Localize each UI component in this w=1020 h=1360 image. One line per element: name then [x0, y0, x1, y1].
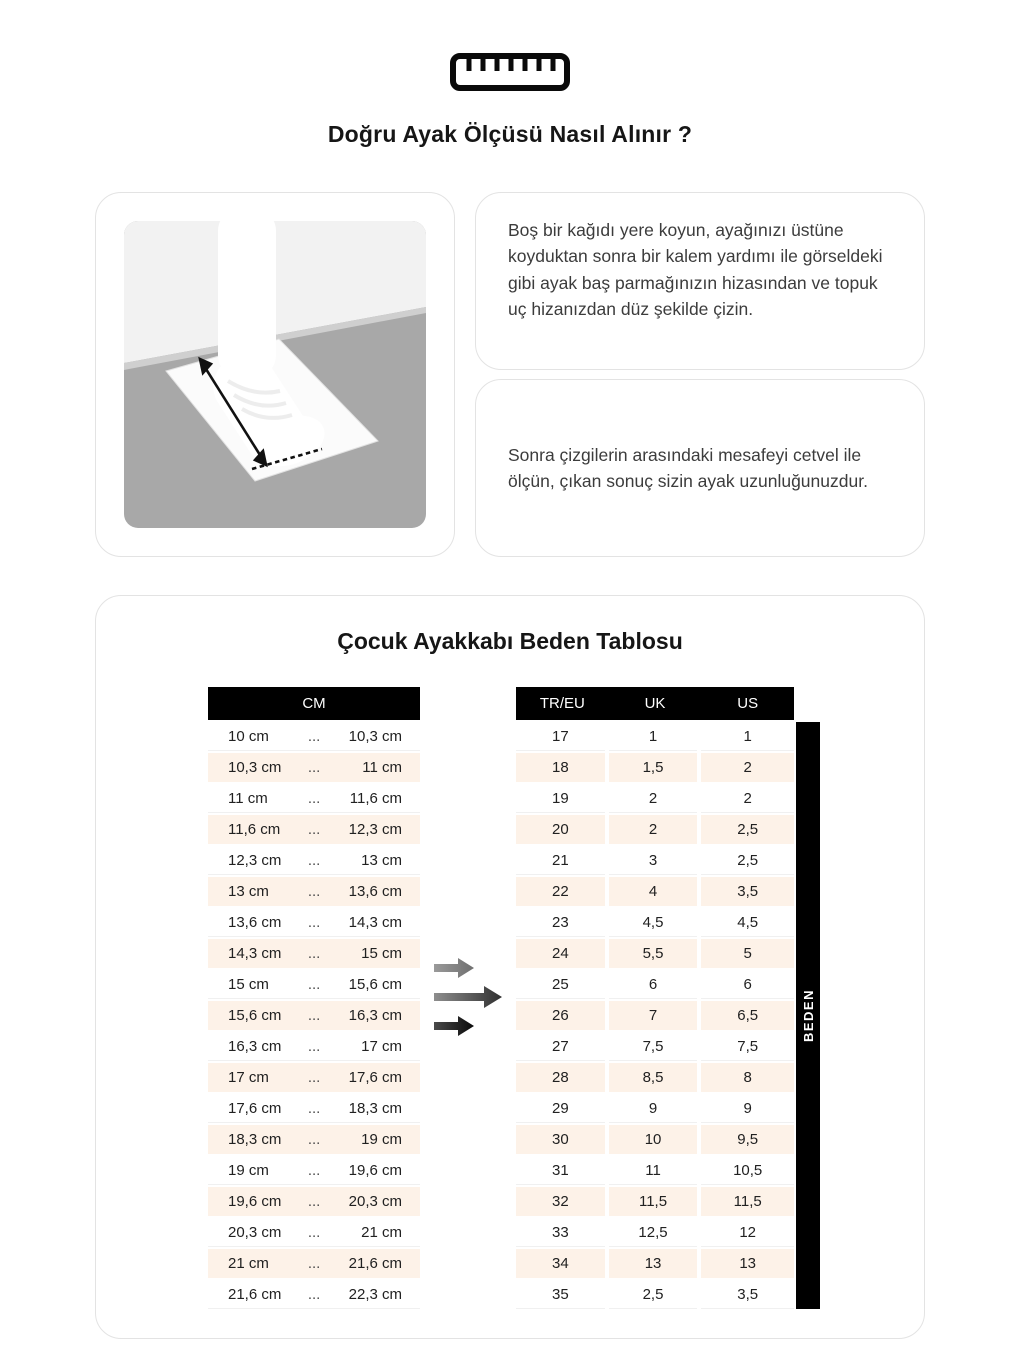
size-table-row	[516, 1218, 794, 1247]
cm-range-from: 10,3 cm	[228, 759, 282, 776]
cm-range-separator: ...	[307, 1131, 321, 1148]
size-chart-title: Çocuk Ayakkabı Beden Tablosu	[337, 628, 683, 654]
size-table-header	[516, 687, 794, 720]
beden-side-bar	[796, 722, 820, 1309]
cm-range-to: 21 cm	[361, 1224, 402, 1241]
cm-table-row	[208, 1218, 420, 1247]
cm-range-separator: ...	[307, 821, 321, 838]
size-cell-treu: 32	[516, 1187, 605, 1216]
size-cell-uk: 5,5	[609, 939, 698, 968]
cm-range-separator: ...	[307, 1193, 321, 1210]
instruction-cards	[475, 192, 925, 557]
size-table	[516, 687, 794, 1311]
size-cell-us: 13	[701, 1249, 794, 1278]
cm-range-from: 17 cm	[228, 1069, 269, 1086]
size-cell-uk: 11,5	[609, 1187, 698, 1216]
size-table-row	[516, 846, 794, 875]
size-cell-uk: 2	[609, 815, 698, 844]
size-table-row	[516, 1280, 794, 1309]
size-cell-treu: 29	[516, 1094, 605, 1123]
cm-table-row	[208, 815, 420, 844]
cm-table-row	[208, 1187, 420, 1216]
cm-range-to: 18,3 cm	[348, 1100, 402, 1117]
size-cell-us: 10,5	[701, 1156, 794, 1185]
cm-table-row	[208, 877, 420, 906]
cm-range-to: 11,6 cm	[349, 790, 402, 807]
size-table-row	[516, 1032, 794, 1061]
size-cell-treu: 23	[516, 908, 605, 937]
size-cell-treu: 19	[516, 784, 605, 813]
conversion-arrows-icon	[432, 953, 504, 1046]
cm-table-row	[208, 1032, 420, 1061]
size-cell-uk: 2,5	[609, 1280, 698, 1309]
size-cell-uk: 4,5	[609, 908, 698, 937]
cm-table-row	[208, 784, 420, 813]
cm-range-from: 18,3 cm	[228, 1131, 282, 1148]
cm-range-separator: ...	[307, 1255, 321, 1272]
size-cell-uk: 6	[609, 970, 698, 999]
size-cell-uk: 7	[609, 1001, 698, 1030]
cm-range-separator: ...	[307, 1162, 321, 1179]
cm-table-row	[208, 722, 420, 751]
cm-range-from: 14,3 cm	[228, 945, 282, 962]
size-cell-uk: 12,5	[609, 1218, 698, 1247]
cm-range-to: 17,6 cm	[348, 1069, 402, 1086]
cm-range-separator: ...	[307, 1224, 321, 1241]
size-cell-treu: 30	[516, 1125, 605, 1154]
cm-range-separator: ...	[307, 1286, 321, 1303]
size-cell-treu: 24	[516, 939, 605, 968]
cm-range-separator: ...	[307, 1069, 321, 1086]
size-cell-us: 6,5	[701, 1001, 794, 1030]
size-cell-treu: 31	[516, 1156, 605, 1185]
size-table-row	[516, 877, 794, 906]
size-cell-uk: 1,5	[609, 753, 698, 782]
cm-range-from: 12,3 cm	[228, 852, 282, 869]
size-table-row	[516, 1156, 794, 1185]
cm-table-row	[208, 1094, 420, 1123]
size-header-us: US	[737, 695, 759, 712]
cm-range-from: 16,3 cm	[228, 1038, 282, 1055]
cm-range-to: 17 cm	[361, 1038, 402, 1055]
size-cell-uk: 2	[609, 784, 698, 813]
size-cell-uk: 9	[609, 1094, 698, 1123]
size-cell-treu: 33	[516, 1218, 605, 1247]
size-cell-treu: 17	[516, 722, 605, 751]
size-table-row	[516, 908, 794, 937]
cm-range-separator: ...	[307, 1007, 321, 1024]
cm-range-to: 19,6 cm	[348, 1162, 402, 1179]
cm-table-row	[208, 1125, 420, 1154]
size-cell-treu: 25	[516, 970, 605, 999]
size-cell-treu: 22	[516, 877, 605, 906]
size-cell-treu: 21	[516, 846, 605, 875]
instruction-step1-card	[475, 192, 925, 370]
cm-range-from: 19 cm	[228, 1162, 269, 1179]
cm-range-from: 11,6 cm	[228, 821, 281, 838]
size-cell-treu: 18	[516, 753, 605, 782]
cm-table-row	[208, 1156, 420, 1185]
size-chart-tables	[208, 687, 924, 1311]
size-cell-treu: 27	[516, 1032, 605, 1061]
foot-measurement-photo	[124, 221, 426, 528]
cm-range-to: 10,3 cm	[348, 728, 402, 745]
size-table-row	[516, 970, 794, 999]
page-title: Doğru Ayak Ölçüsü Nasıl Alınır ?	[327, 121, 693, 147]
size-cell-uk: 4	[609, 877, 698, 906]
measurement-guide-section	[95, 192, 925, 557]
ruler-icon	[449, 52, 571, 97]
cm-range-separator: ...	[307, 1038, 321, 1055]
cm-range-separator: ...	[307, 1100, 321, 1117]
cm-range-to: 15,6 cm	[348, 976, 402, 993]
size-table-row	[516, 815, 794, 844]
cm-range-from: 21,6 cm	[228, 1286, 282, 1303]
size-cell-us: 5	[701, 939, 794, 968]
size-table-row	[516, 784, 794, 813]
cm-table	[208, 687, 420, 1311]
size-cell-us: 11,5	[701, 1187, 794, 1216]
cm-range-from: 13 cm	[228, 883, 269, 900]
cm-range-to: 13,6 cm	[348, 883, 402, 900]
cm-range-to: 21,6 cm	[348, 1255, 402, 1272]
size-cell-treu: 26	[516, 1001, 605, 1030]
size-header-uk: UK	[644, 695, 666, 712]
size-cell-uk: 13	[609, 1249, 698, 1278]
size-table-row	[516, 939, 794, 968]
size-cell-uk: 1	[609, 722, 698, 751]
cm-table-row	[208, 1001, 420, 1030]
size-table-row	[516, 722, 794, 751]
size-cell-treu: 34	[516, 1249, 605, 1278]
cm-table-header: CM	[208, 687, 420, 720]
cm-range-to: 22,3 cm	[348, 1286, 402, 1303]
size-cell-uk: 10	[609, 1125, 698, 1154]
size-cell-uk: 7,5	[609, 1032, 698, 1061]
cm-range-from: 10 cm	[228, 728, 269, 745]
size-cell-uk: 11	[609, 1156, 698, 1185]
cm-range-separator: ...	[307, 852, 321, 869]
size-cell-us: 1	[701, 722, 794, 751]
size-table-row	[516, 1249, 794, 1278]
cm-range-from: 20,3 cm	[228, 1224, 282, 1241]
beden-side-label: BEDEN	[800, 988, 816, 1042]
size-cell-us: 2	[701, 784, 794, 813]
cm-range-to: 11 cm	[362, 759, 402, 776]
cm-range-to: 16,3 cm	[348, 1007, 402, 1024]
cm-range-separator: ...	[307, 914, 321, 931]
size-table-body	[516, 722, 794, 1309]
cm-range-separator: ...	[307, 883, 321, 900]
cm-table-row	[208, 939, 420, 968]
size-cell-us: 12	[701, 1218, 794, 1247]
size-cell-us: 2,5	[701, 815, 794, 844]
cm-range-to: 15 cm	[361, 945, 402, 962]
instruction-step2-text: Sonra çizgilerin arasındaki mesafeyi cetvel ile ölçün, çıkan sonuç sizin ayak uzunluğunuzdur.	[508, 444, 868, 491]
cm-table-row	[208, 1249, 420, 1278]
cm-range-from: 13,6 cm	[228, 914, 282, 931]
cm-range-separator: ...	[307, 728, 321, 745]
size-header-treu: TR/EU	[539, 695, 585, 712]
size-table-row	[516, 753, 794, 782]
cm-range-to: 20,3 cm	[348, 1193, 402, 1210]
header-icon-wrap	[0, 0, 1020, 97]
instruction-step2-card	[475, 379, 925, 557]
cm-range-to: 19 cm	[361, 1131, 402, 1148]
cm-range-separator: ...	[307, 790, 321, 807]
size-cell-treu: 20	[516, 815, 605, 844]
cm-range-from: 17,6 cm	[228, 1100, 282, 1117]
cm-table-row	[208, 970, 420, 999]
size-cell-us: 8	[701, 1063, 794, 1092]
size-cell-us: 2	[701, 753, 794, 782]
cm-table-row	[208, 846, 420, 875]
size-cell-treu: 35	[516, 1280, 605, 1309]
cm-range-from: 15,6 cm	[228, 1007, 282, 1024]
cm-table-row	[208, 753, 420, 782]
size-table-row	[516, 1094, 794, 1123]
cm-range-from: 15 cm	[228, 976, 269, 993]
size-cell-treu: 28	[516, 1063, 605, 1092]
size-table-row	[516, 1063, 794, 1092]
cm-range-to: 14,3 cm	[348, 914, 402, 931]
instruction-step1-text: Boş bir kağıdı yere koyun, ayağınızı üstüne koyduktan sonra bir kalem yardımı ile görseldeki gibi ayak baş parmağınızın hizasından ve topuk uç hizanızdan düz şekilde çizin.	[508, 220, 883, 319]
cm-range-from: 11 cm	[228, 790, 268, 807]
cm-range-separator: ...	[307, 759, 321, 776]
size-table-row	[516, 1001, 794, 1030]
cm-range-separator: ...	[307, 945, 321, 962]
cm-table-row	[208, 908, 420, 937]
size-cell-uk: 8,5	[609, 1063, 698, 1092]
size-cell-us: 7,5	[701, 1032, 794, 1061]
size-table-row	[516, 1187, 794, 1216]
size-cell-us: 3,5	[701, 877, 794, 906]
size-cell-us: 3,5	[701, 1280, 794, 1309]
size-chart-section	[95, 595, 925, 1339]
cm-range-to: 13 cm	[361, 852, 402, 869]
cm-range-separator: ...	[307, 976, 321, 993]
size-cell-us: 2,5	[701, 846, 794, 875]
size-cell-us: 9	[701, 1094, 794, 1123]
cm-range-from: 21 cm	[228, 1255, 269, 1272]
cm-table-row	[208, 1280, 420, 1309]
size-table-row	[516, 1125, 794, 1154]
arrows-column	[420, 953, 516, 1046]
cm-range-from: 19,6 cm	[228, 1193, 282, 1210]
cm-range-to: 12,3 cm	[348, 821, 402, 838]
size-cell-us: 6	[701, 970, 794, 999]
foot-photo-card	[95, 192, 455, 557]
cm-table-row	[208, 1063, 420, 1092]
size-cell-us: 9,5	[701, 1125, 794, 1154]
size-cell-uk: 3	[609, 846, 698, 875]
cm-table-body	[208, 722, 420, 1309]
size-cell-us: 4,5	[701, 908, 794, 937]
